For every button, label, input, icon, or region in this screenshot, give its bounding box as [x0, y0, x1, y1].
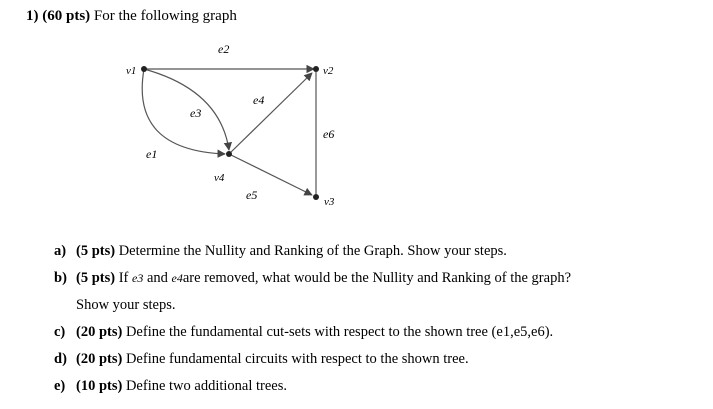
question-number: 1) — [26, 8, 39, 24]
label-v4: v4 — [214, 172, 225, 184]
part-letter: a) — [54, 243, 67, 259]
question-points: (60 pts) — [42, 8, 91, 24]
part-text: are removed, what would be the Nullity and Ranking of the graph? — [182, 270, 572, 286]
part-text: Define the fundamental cut-sets with respect to the shown tree (e1,e5,e6). — [125, 324, 554, 340]
part-c — [54, 319, 704, 346]
part-text: If — [118, 270, 129, 286]
part-points: (20 pts) — [76, 351, 123, 367]
part-text: Define two additional trees. — [125, 378, 288, 394]
vertex-v4 — [226, 151, 232, 157]
edge-ref-e3: e3 — [132, 271, 144, 285]
question-parts — [54, 238, 704, 400]
part-letter: c) — [54, 324, 66, 340]
label-e1: e1 — [146, 147, 158, 161]
label-v1: v1 — [126, 65, 137, 77]
label-v2: v2 — [323, 65, 334, 77]
label-e2: e2 — [218, 42, 230, 56]
part-points: (5 pts) — [76, 270, 116, 286]
part-b-continuation — [54, 292, 704, 319]
part-text: Show your steps. — [76, 297, 176, 313]
part-points: (20 pts) — [76, 324, 123, 340]
part-text: and — [146, 270, 168, 286]
label-e5: e5 — [246, 188, 258, 202]
label-e6: e6 — [323, 127, 335, 141]
part-letter: b) — [54, 270, 67, 286]
part-a — [54, 238, 704, 265]
part-text: Determine the Nullity and Ranking of the Graph. Show your steps. — [118, 243, 507, 259]
vertex-v1 — [141, 66, 147, 72]
label-v3: v3 — [324, 196, 335, 208]
part-d — [54, 346, 704, 373]
question-text: For the following graph — [93, 8, 237, 24]
edge-e5 — [229, 154, 312, 195]
vertex-v2 — [313, 66, 319, 72]
edge-e4 — [229, 73, 312, 154]
part-text: Define fundamental circuits with respect to the shown tree. — [125, 351, 469, 367]
edge-e3 — [144, 69, 229, 150]
label-e4: e4 — [253, 93, 265, 107]
edge-e1 — [142, 69, 225, 154]
part-points: (10 pts) — [76, 378, 123, 394]
vertex-v3 — [313, 194, 319, 200]
label-e3: e3 — [190, 106, 202, 120]
part-e — [54, 373, 704, 400]
part-letter: e) — [54, 378, 66, 394]
part-points: (5 pts) — [76, 243, 116, 259]
part-b — [54, 265, 704, 292]
part-letter: d) — [54, 351, 67, 367]
edge-ref-e4: e4 — [171, 271, 183, 285]
